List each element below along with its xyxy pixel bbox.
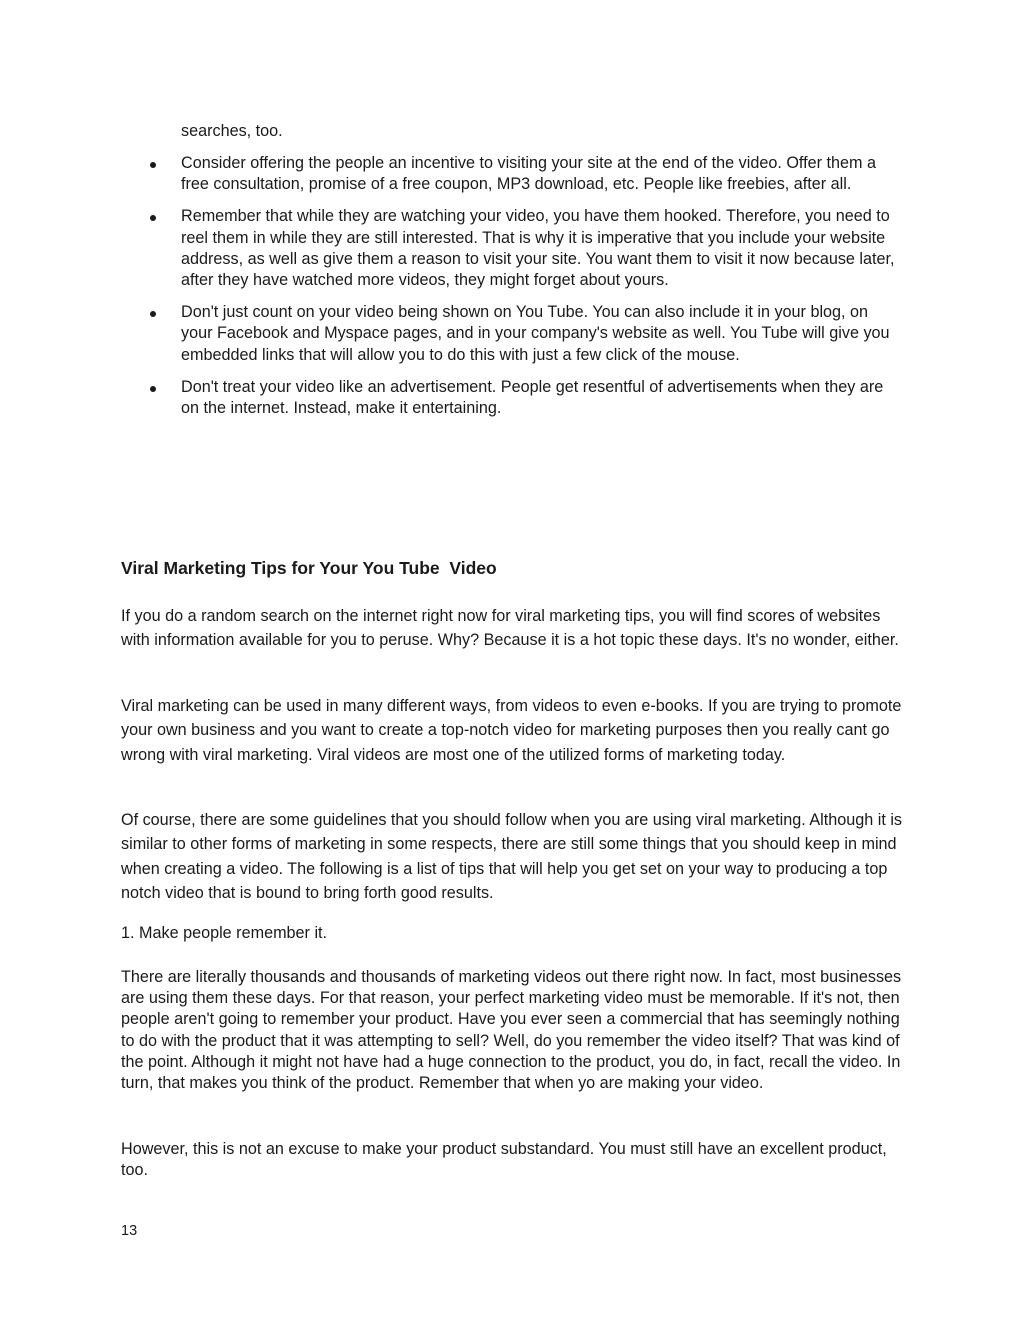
bullet-text: Consider offering the people an incentive to visiting your site at the end of the video. Offer them a free consultation, promise of a free coupon, MP3 download, etc. People like freebies, after all. — [181, 154, 876, 194]
section-heading: Viral Marketing Tips for Your You Tube Video — [121, 558, 497, 578]
body-paragraph: Viral marketing can be used in many different ways, from videos to even e-books. If you are trying to promote your own business and you want to create a top-notch video for marketing purposes then you really cant go wrong with viral marketing. Viral videos are most one of the utilized forms of marketing today. — [121, 697, 902, 764]
bullet-icon — [150, 311, 156, 317]
bullet-icon — [150, 215, 156, 221]
bullet-item — [0, 153, 901, 195]
continued-bullet-text: searches, too. — [181, 122, 283, 140]
page-number: 13 — [121, 1223, 138, 1239]
body-paragraph: There are literally thousands and thousands of marketing videos out there right now. In fact, most businesses are using them these days. For that reason, your perfect marketing video must be memorable. If it's not, then people aren't going to remember your product. Have you ever seen a commercial that has seemingly nothing to do with the product that it was attempting to sell? Well, do you remember the video itself? That was kind of the point. Although it might not have had a huge connection to the product, you do, in fact, recall the video. In turn, that makes you think of the product. Remember that when yo are making your video. — [121, 968, 902, 1093]
body-paragraph: However, this is not an excuse to make your product substandard. You must still have an excellent product, too. — [121, 1140, 887, 1180]
bullet-item — [0, 302, 901, 366]
tip-heading: 1. Make people remember it. — [121, 924, 328, 942]
bullet-icon — [150, 386, 156, 392]
bullet-item — [0, 206, 901, 291]
body-paragraph: Of course, there are some guidelines that you should follow when you are using viral marketing. Although it is similar to other forms of marketing in some respects, there are still some things that you should keep in mind when creating a video. The following is a list of tips that will help you get set on your way to producing a top notch video that is bound to bring forth good results. — [121, 811, 903, 903]
bullet-item — [0, 377, 901, 419]
bullet-list — [0, 153, 1024, 430]
bullet-icon — [150, 162, 156, 168]
bullet-text: Don't just count on your video being shown on You Tube. You can also include it in your blog, on your Facebook and Myspace pages, and in your company's website as well. You Tube will give you embedded links that will allow you to do this with just a few click of the mouse. — [181, 303, 890, 364]
bullet-text: Remember that while they are watching your video, you have them hooked. Therefore, you need to reel them in while they are still interested. That is why it is imperative that you include your website address, as well as give them a reason to visit your site. You want them to visit it now because later, after they have watched more videos, they might forget about yours. — [181, 207, 895, 290]
body-paragraph: If you do a random search on the internet right now for viral marketing tips, you will find scores of websites with information available for you to peruse. Why? Because it is a hot topic these days. It's no wonder, either. — [121, 607, 899, 650]
bullet-text: Don't treat your video like an advertisement. People get resentful of advertisements when they are on the internet. Instead, make it entertaining. — [181, 377, 884, 418]
